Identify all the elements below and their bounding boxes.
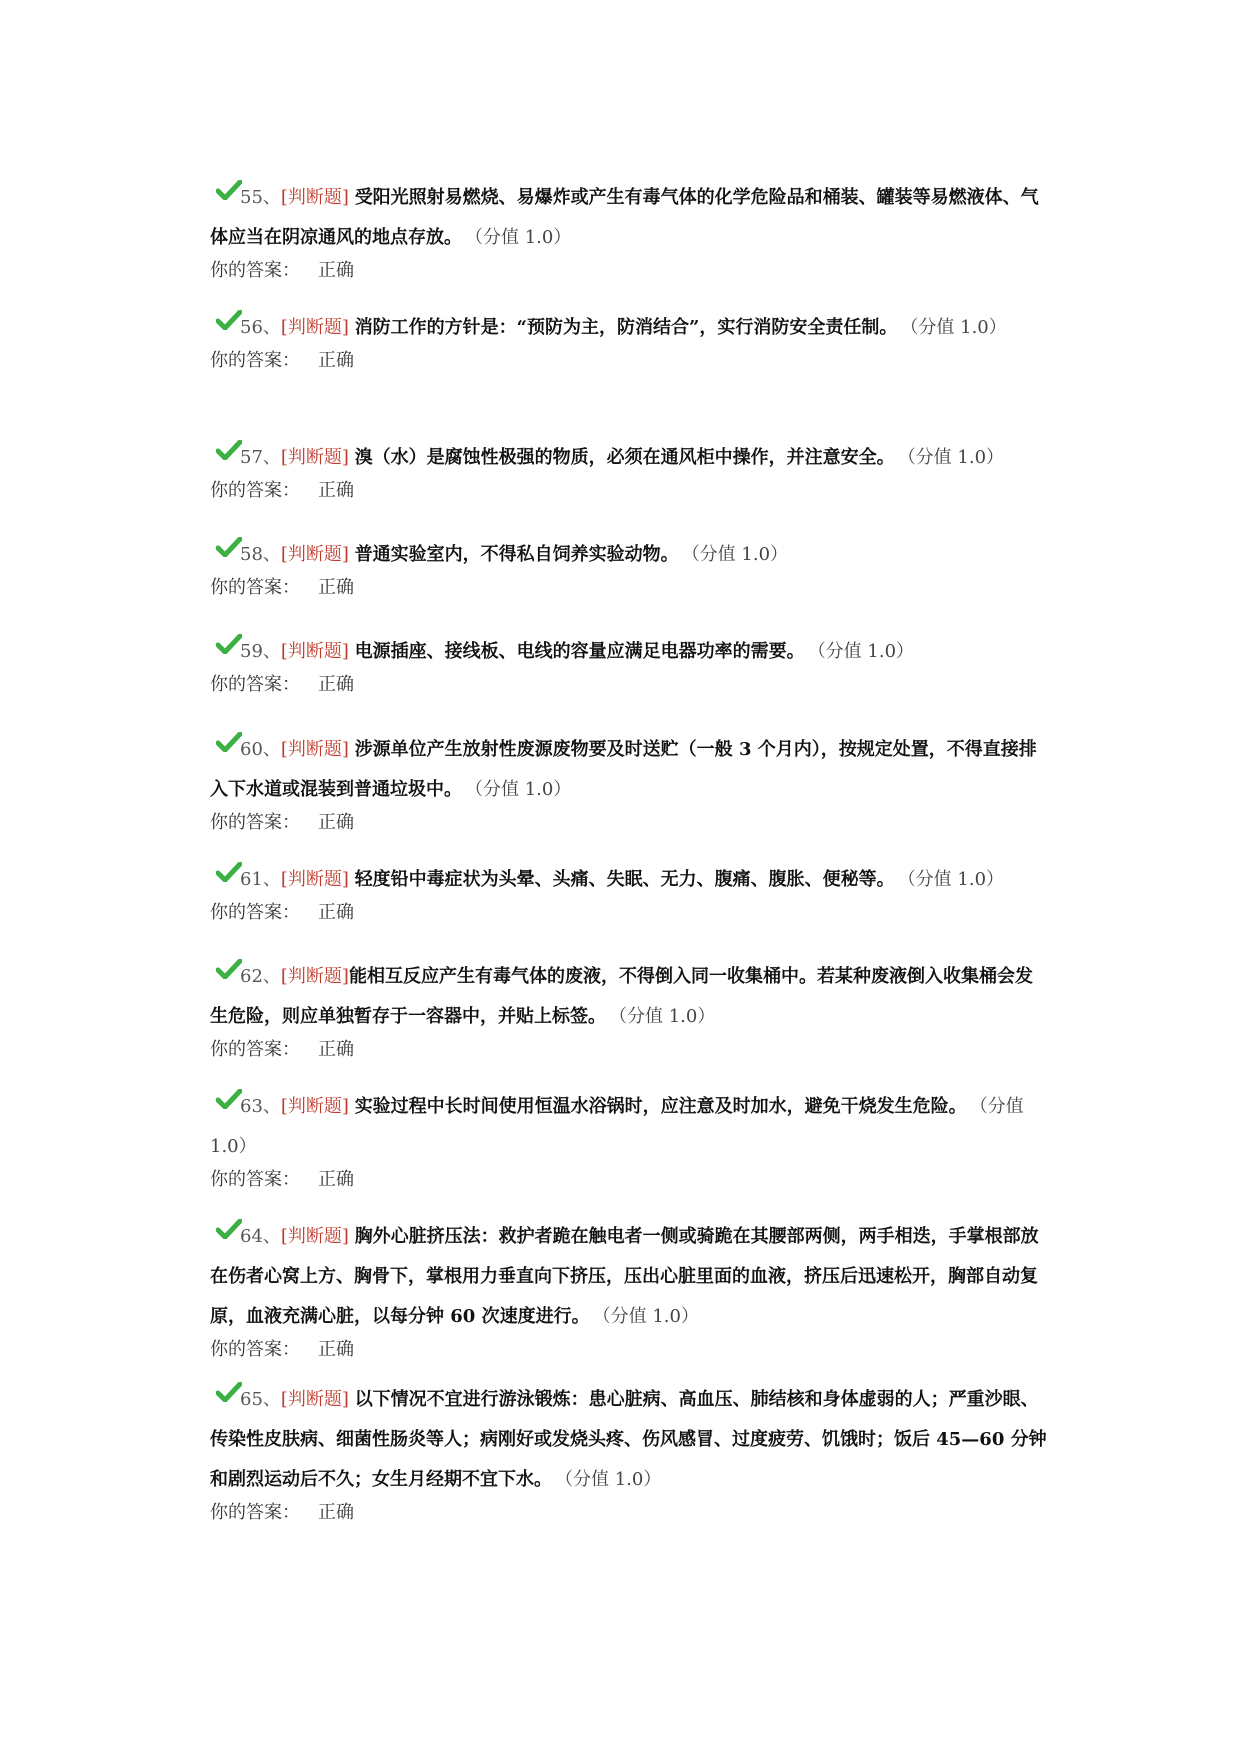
- check-mark-icon: [216, 862, 242, 882]
- question-line: [210, 730, 1050, 810]
- question-score: （分值 1.0）: [564, 1469, 662, 1490]
- question-text: 溴（水）是腐蚀性极强的物质，必须在通风柜中操作，并注意安全。: [354, 447, 895, 468]
- question-type: [判断题]: [280, 641, 349, 662]
- question-text: 电源插座、接线板、电线的容量应满足电器功率的需要。: [354, 641, 805, 662]
- question-text: 以下情况不宜进行游泳锻炼：患心脏病、高血压、肺结核和身体虚弱的人；严重沙眼、传染性皮肤病、细菌性肠炎等人；病刚好或发烧头疼、伤风感冒、过度疲劳、饥饿时；饭后 45—60 分钟和剧烈运动后不久；女生月经期不宜下水。: [210, 1389, 1047, 1490]
- question-line: [210, 308, 1050, 348]
- answer-line: [210, 1500, 1050, 1526]
- question-item: [210, 438, 1050, 504]
- answer-line: [210, 1337, 1050, 1363]
- question-text: 普通实验室内，不得私自饲养实验动物。: [354, 544, 679, 565]
- answer-value: 正确: [318, 812, 354, 833]
- answer-value: 正确: [318, 1169, 354, 1190]
- answer-label: 你的答案：: [210, 350, 300, 371]
- question-item: [210, 860, 1050, 926]
- question-number: 56、: [240, 317, 281, 338]
- question-type: [判断题]: [280, 1389, 349, 1410]
- answer-value: 正确: [318, 1039, 354, 1060]
- answer-label: 你的答案：: [210, 1502, 300, 1523]
- question-line: [210, 178, 1050, 258]
- question-score: （分值 1.0）: [816, 641, 915, 662]
- question-type: [判断题]: [280, 869, 349, 890]
- answer-value: 正确: [318, 350, 354, 371]
- question-line: [210, 1217, 1050, 1337]
- question-item: [210, 535, 1050, 601]
- answer-label: 你的答案：: [210, 902, 300, 923]
- question-score: （分值 1.0）: [906, 869, 1005, 890]
- question-item: [210, 178, 1050, 284]
- answer-line: [210, 575, 1050, 601]
- question-text: 实验过程中长时间使用恒温水浴锅时，应注意及时加水，避免干烧发生危险。: [354, 1096, 967, 1117]
- check-mark-icon: [216, 959, 242, 979]
- answer-line: [210, 1167, 1050, 1193]
- question-text: 消防工作的方针是：“预防为主，防消结合”，实行消防安全责任制。: [354, 317, 898, 338]
- answer-label: 你的答案：: [210, 1039, 300, 1060]
- question-type: [判断题]: [280, 447, 349, 468]
- question-text: 轻度铅中毒症状为头晕、头痛、失眠、无力、腹痛、腹胀、便秘等。: [354, 869, 895, 890]
- answer-value: 正确: [318, 260, 354, 281]
- question-number: 63、: [240, 1096, 281, 1117]
- question-number: 59、: [240, 641, 281, 662]
- question-number: 58、: [240, 544, 281, 565]
- question-text: 受阳光照射易燃烧、易爆炸或产生有毒气体的化学危险品和桶装、罐装等易燃液体、气体应当在阴凉通风的地点存放。: [210, 187, 1039, 248]
- answer-label: 你的答案：: [210, 1169, 300, 1190]
- question-number: 64、: [240, 1226, 281, 1247]
- question-line: [210, 632, 1050, 672]
- check-mark-icon: [216, 1219, 242, 1239]
- answer-line: [210, 672, 1050, 698]
- question-item: [210, 957, 1050, 1063]
- answer-value: 正确: [318, 577, 354, 598]
- question-number: 62、: [240, 966, 281, 987]
- question-line: [210, 438, 1050, 478]
- answer-label: 你的答案：: [210, 480, 300, 501]
- answer-value: 正确: [318, 480, 354, 501]
- answer-line: [210, 258, 1050, 284]
- answer-line: [210, 810, 1050, 836]
- question-type: [判断题]: [280, 187, 349, 208]
- question-number: 61、: [240, 869, 281, 890]
- question-number: 57、: [240, 447, 281, 468]
- question-score: （分值 1.0）: [906, 447, 1005, 468]
- answer-label: 你的答案：: [210, 260, 300, 281]
- answer-label: 你的答案：: [210, 1339, 300, 1360]
- question-score: （分值 1.0）: [690, 544, 789, 565]
- question-item: [210, 1087, 1050, 1193]
- question-score: （分值 1.0）: [909, 317, 1007, 338]
- answer-label: 你的答案：: [210, 674, 300, 695]
- answer-label: 你的答案：: [210, 577, 300, 598]
- question-line: [210, 860, 1050, 900]
- answer-value: 正确: [318, 674, 354, 695]
- check-mark-icon: [216, 310, 242, 330]
- question-type: [判断题]: [280, 1226, 349, 1247]
- question-score: （分值 1.0）: [601, 1306, 699, 1327]
- question-number: 60、: [240, 739, 281, 760]
- question-text: 涉源单位产生放射性废源废物要及时送贮（一般 3 个月内），按规定处置，不得直接排入下水道或混装到普通垃圾中。: [210, 739, 1037, 800]
- question-item: [210, 730, 1050, 836]
- question-line: [210, 1087, 1050, 1167]
- question-type: [判断题]: [280, 544, 349, 565]
- question-score: （分值 1.0）: [210, 1096, 1024, 1157]
- question-text: 能相互反应产生有毒气体的废液，不得倒入同一收集桶中。若某种废液倒入收集桶会发生危险，则应单独暂存于一容器中，并贴上标签。: [210, 966, 1033, 1027]
- answer-value: 正确: [318, 902, 354, 923]
- question-item: [210, 1217, 1050, 1363]
- question-number: 65、: [240, 1389, 281, 1410]
- answer-label: 你的答案：: [210, 812, 300, 833]
- check-mark-icon: [216, 440, 242, 460]
- question-type: [判断题]: [280, 317, 349, 338]
- answer-value: 正确: [318, 1339, 354, 1360]
- question-number: 55、: [240, 187, 281, 208]
- question-item: [210, 308, 1050, 374]
- answer-value: 正确: [318, 1502, 354, 1523]
- question-type: [判断题]: [280, 739, 349, 760]
- question-score: （分值 1.0）: [618, 1006, 716, 1027]
- question-line: [210, 535, 1050, 575]
- question-score: （分值 1.0）: [474, 227, 572, 248]
- answer-line: [210, 478, 1050, 504]
- question-text: 胸外心脏挤压法：救护者跪在触电者一侧或骑跪在其腰部两侧，两手相迭，手掌根部放在伤者心窝上方、胸骨下，掌根用力垂直向下挤压，压出心脏里面的血液，挤压后迅速松开，胸部自动复原，血液充满心脏，以每分钟 60 次速度进行。: [210, 1226, 1039, 1327]
- question-item: [210, 632, 1050, 698]
- check-mark-icon: [216, 732, 242, 752]
- question-score: （分值 1.0）: [474, 779, 572, 800]
- check-mark-icon: [216, 537, 242, 557]
- check-mark-icon: [216, 1382, 242, 1402]
- question-line: [210, 957, 1050, 1037]
- check-mark-icon: [216, 180, 242, 200]
- question-line: [210, 1380, 1050, 1500]
- question-type: [判断题]: [280, 966, 349, 987]
- question-type: [判断题]: [280, 1096, 349, 1117]
- question-item: [210, 1380, 1050, 1526]
- check-mark-icon: [216, 634, 242, 654]
- check-mark-icon: [216, 1089, 242, 1109]
- answer-line: [210, 1037, 1050, 1063]
- answer-line: [210, 348, 1050, 374]
- answer-line: [210, 900, 1050, 926]
